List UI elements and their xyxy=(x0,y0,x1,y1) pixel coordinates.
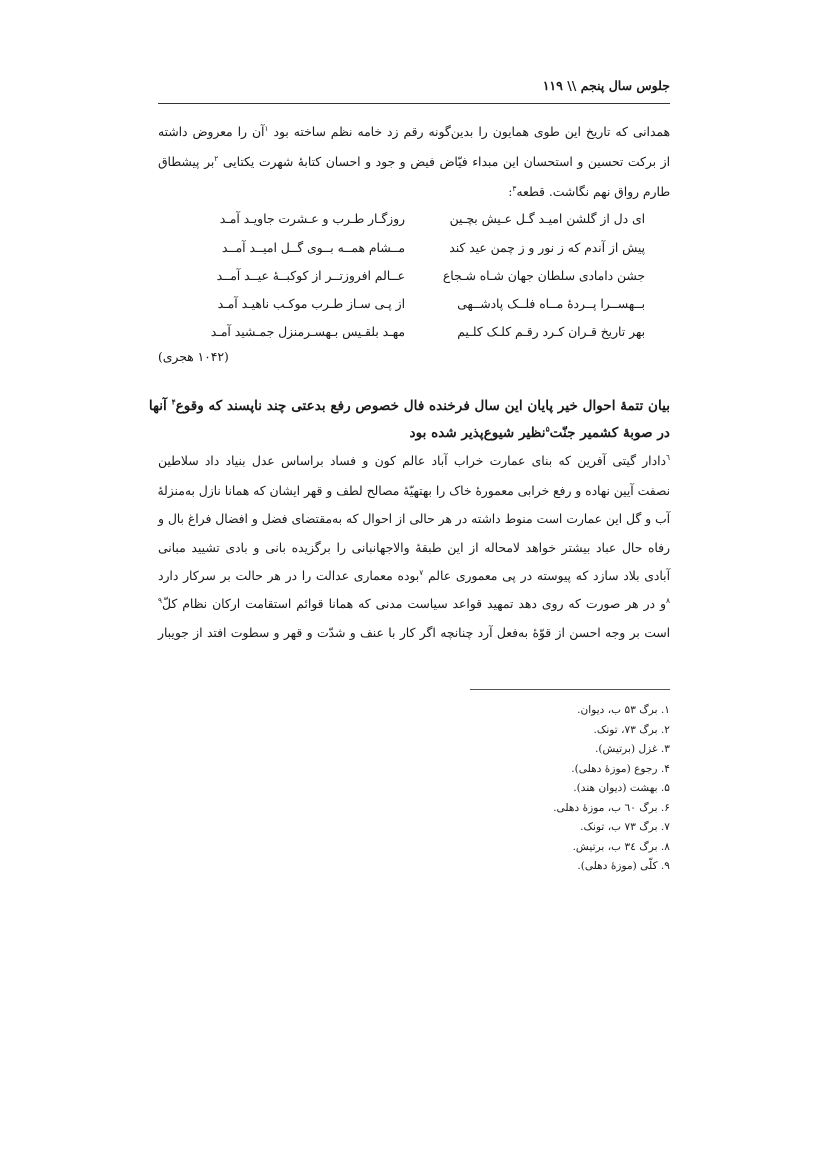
footnote-7: ۷. برگ ۷۳ ب، تونک. xyxy=(580,821,670,833)
hemistich-second: روزگـار طـرب و عـشرت جاویـد آمـد xyxy=(219,212,405,226)
footnote-ref-8[interactable]: ٨ xyxy=(665,595,670,605)
hemistich-second: از پـی سـاز طـرب موکـب ناهیـد آمـد xyxy=(217,297,405,311)
hemistich-first: جشن دامادی سلطان جهان شـاه شـجاع xyxy=(442,269,645,283)
para2-line7: است بر وجه احسن از قوّهٔ به‌فعل آرد چنانچه اگر کار با عنف و شدّت و قهر و سطوت افتد از جویبار xyxy=(158,626,670,640)
hemistich-first: بهر تاریخ قـران کـرد رقـم کلـک کلـیم xyxy=(457,325,645,339)
footnote-rule xyxy=(470,689,670,690)
footnote-ref-6[interactable]: ٦ xyxy=(665,452,670,462)
footnote-ref-4[interactable]: ۴ xyxy=(171,397,176,407)
footnote-ref-2[interactable]: ٢ xyxy=(214,153,219,163)
para1-line1: همدانی که تاریخ این طوی همایون را بدین‌گونه رقم زد خامه نظم ساخته بود $^١$آن را معروض داشته xyxy=(158,123,670,139)
section-heading-line1: بیان تتمهٔ احوال خیر پایان این سال فرخنده فال خصوص رفع بدعتی چند ناپسند که وقوع$^۴$ آنها xyxy=(148,397,670,414)
footnote-9: ۹. کلّی (موزهٔ دهلی). xyxy=(577,860,670,872)
hemistich-first: ای دل از گلشن امیـد گـل عـیش بچـین xyxy=(449,212,645,226)
footnote-4: ۴. رجوع (موزهٔ دهلی). xyxy=(571,763,670,775)
footnote-6: ۶. برگ ٦۰ ب، موزهٔ دهلی. xyxy=(553,802,670,814)
hemistich-first: پیش از آندم که ز نور و ز چمن عید کند xyxy=(449,241,645,255)
para1-line3: طارم رواق نهم نگاشت. قطعه$^٣$: xyxy=(508,183,670,199)
footnote-3: ۳. غزل (برتیش). xyxy=(595,743,670,755)
hemistich-second: عــالم افروزتــر از کوکبــهٔ عیــد آمــد xyxy=(216,269,405,283)
footnote-5: ۵. بهشت (دیوان هند). xyxy=(573,782,670,794)
footnote-ref-3[interactable]: ٣ xyxy=(512,183,517,193)
footnote-ref-1[interactable]: ١ xyxy=(264,123,269,133)
section-heading-line2: در صوبهٔ کشمیر جنّت$^۵$نظیر شیوع‌پذیر شده بود xyxy=(409,424,670,441)
hemistich-second: مهـد بلقـیس بـهسـرمنزل جمـشید آمـد xyxy=(210,325,405,339)
para2-line6: $^٨$و در هر صورت که روی دهد تمهید قواعد سیاست مدنی که همانا قوائم استقامت ارکان نظام کلّ$^٩$ xyxy=(158,595,670,611)
hemistich-first: بــهســرا پــردهٔ مــاه فلــک پادشــهی xyxy=(457,297,645,311)
para1-line2: از برکت تحسین و استحسان این مبداء فیّاض فیض و جود و احسان کتابهٔ شهرت یکتایی $^٢$بر پیشطاق xyxy=(158,153,670,169)
para2-line2: نصفت آیین نهاده و رفع خرابی معمورهٔ خاک را بهتهیّهٔ مصالح لطف و قهر ایشان که همانا نازل به‌منزلهٔ xyxy=(157,484,670,498)
header-rule xyxy=(158,103,670,104)
para2-line3: آب و گل این عمارت است منوط داشته در هر حالی از احوال که به‌مقتضای فضل و افضال فراغ بال و xyxy=(158,512,670,526)
footnote-ref-7[interactable]: ٧ xyxy=(419,567,424,577)
para2-line5: آبادی بلاد سازد که پیوسته در پی معموری عالم $^٧$بوده معماری عدالت را در هر حالت بر سرکار دارد xyxy=(158,567,670,583)
footnote-ref-5[interactable]: ۵ xyxy=(545,424,550,434)
para2-line1: $^٦$دادار گیتی آفرین که بنای عمارت خراب آباد عالم کون و فساد براساس عدل بنیاد داد سلاطین xyxy=(158,452,670,468)
footnote-1: ۱. برگ ۵۳ ب، دیوان. xyxy=(577,704,670,716)
footnote-ref-9[interactable]: ٩ xyxy=(158,595,163,605)
para2-line4: رفاه حال عباد بیشتر خواهد لامحاله از این طبقهٔ والاجهانبانی را برگزیده بانی و بادی تشیید مبانی xyxy=(158,541,670,555)
hijri-date: (۱۰۴۲ هجری) xyxy=(158,350,229,364)
footnote-2: ۲. برگ ۷۳، تونک. xyxy=(593,724,670,736)
hemistich-second: مــشام همــه بــوی گــل امیــد آمــد xyxy=(221,241,405,255)
running-header: جلوس سال پنجم \\ ۱۱۹ xyxy=(542,78,670,93)
footnote-8: ۸. برگ ۳٤ ب، برتیش. xyxy=(572,841,670,853)
